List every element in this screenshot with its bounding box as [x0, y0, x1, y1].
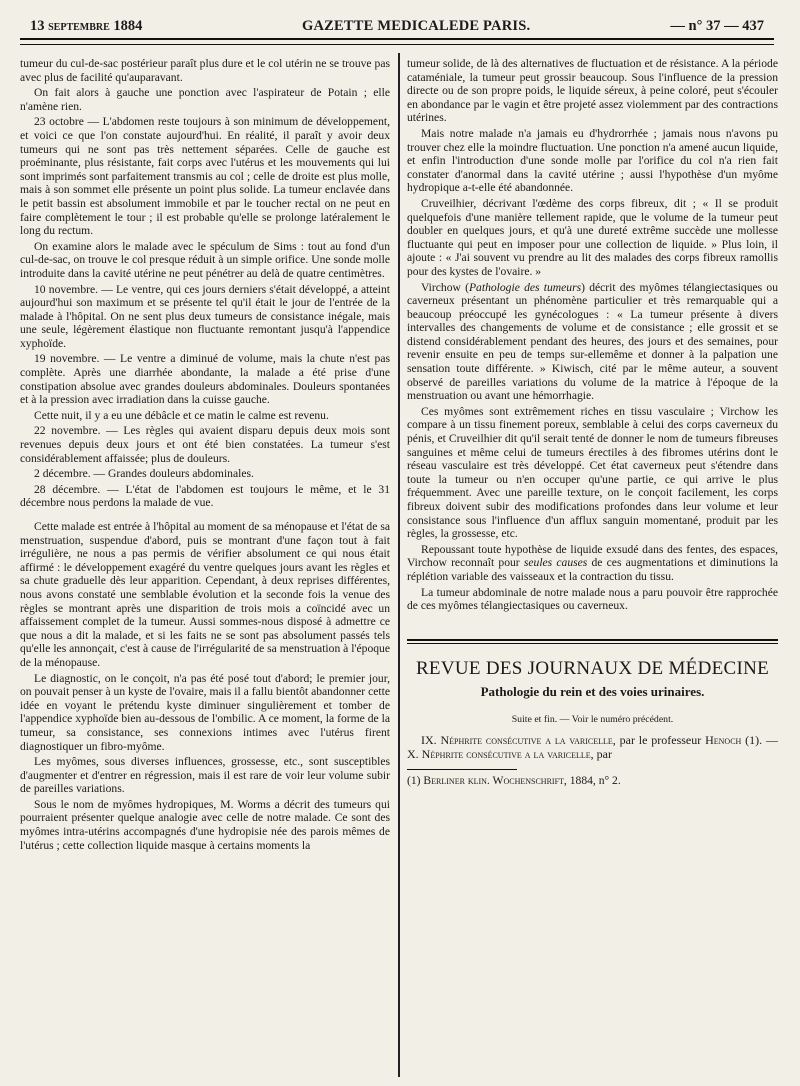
paragraph: On examine alors le malade avec le spéculum de Sims : tout au fond d'un cul-de-sac, on trouve le col presque réduit à un simple orifice. Une sonde molle introduite dans la cavité utérine ne peut pénétrer au delà de quatre centimètres. [20, 239, 390, 280]
paragraph: tumeur solide, de là des alternatives de fluctuation et de résistance. A la période cataméniale, la tumeur peut grossir beaucoup. Sous l'influence de la pression directe ou de son propre poids, le liquide séreux, à peine coloré, peut s'écouler en abondance par le vagin et être projeté assez violemment par des contractions utérines. [407, 57, 778, 125]
paragraph: Cette malade est entrée à l'hôpital au moment de sa ménopause et l'état de sa menstruation, suspendue d'abord, puis se montrant d'une façon tout à fait irrégulière, ne nous a pas permis de vérifier absolument ce qui nous était affirmé : le développement exagéré du ventre quelques jours avant les règles et sa chute graduelle dès leur apparition. Cependant, à deux reprises différentes, nous avons constaté une semblable évolution et la seconde fois la venue des règles se montrant après une disparition de trois mois a coïncidé avec un affaissement complet de la tumeur. Aussi sommes-nous disposé à admettre ce que nous a dit la malade, et si les faits ne se sont pas absolument passés tels qu'elle les annonçait, c'est à cause de l'irrégularité de sa menstruation à l'époque de la ménopause. [20, 520, 390, 669]
text-run: , 1884, n° 2. [563, 773, 621, 787]
paragraph: Le diagnostic, on le conçoit, n'a pas été posé tout d'abord; le premier jour, on pouvait penser à un kyste de l'ovaire, mais il a fallu bientôt abandonner cette idée en voyant le prétendu kyste diminuer singulièrement et tomber de l'appendice xyphoïde bien au-dessous de l'ombilic. A ce moment, la forme de la tumeur, sa consistance, ses connexions intimes avec l'utérus firent diagnostiquer un fibro-myôme. [20, 671, 390, 753]
paragraph [407, 281, 778, 403]
header-rule-thin [20, 44, 774, 45]
paragraph: 23 octobre — L'abdomen reste toujours à son minimum de développement, et voici ce que l'on constate aujourd'hui. En réalité, il paraît y avoir deux tumeurs qui ne sont pas très nettement séparées. Celle de gauche est proéminante, plus résistante, fait corps avec l'utérus et les mouvements qui lui sont imprimés sont parfaitement transmis au col ; celle de droite est plus molle, mais à son sommet elle présente un point plus solide. La tumeur enclavée dans le petit bassin est absolument immobile et par le toucher rectal on ne peut en faire complètement le tour ; il est probable qu'elle se prolonge latéralement le long du rectum. [20, 115, 390, 238]
book-title: Pathologie des tumeurs [468, 280, 582, 294]
text-run: Virchow ( [421, 280, 469, 294]
text-run: , par le professeur [612, 732, 706, 747]
left-column [20, 57, 390, 854]
paragraph: Ces myômes sont extrêmement riches en tissu vasculaire ; Virchow les compare à un tissu finement poreux, semblable à celui des corps caverneux du pénis, et Cruveilhier dit qu'il serait tenté de donner le nom de tumeurs fibreuses sanguines et même celui de tumeurs érectiles à des fibromes utérins dont le réseau vasculaire est très développé. Cet état caverneux peut s'étendre dans toute la tumeur ou n'en occuper qu'une partie, ce qui arrive le plus fréquemment. Avec une pareille texture, on le conçoit facilement, les corps fibreux doivent subir des modifications profondes dans leur volume et leur consistance sous l'influence d'un afflux sanguin momentané, produit par les règles, la grossesse, etc. [407, 404, 778, 541]
right-column [407, 57, 778, 787]
paragraph: Cruveilhier, décrivant l'œdème des corps fibreux, dit ; « Il se produit quelquefois d'une manière tellement rapide, que le volume de la tumeur peut doubler en quelques jours, et qu'à une dureté extrême succède une mollesse fluctuante qui peut en imposer pour une collection de liquide. » Plus loin, il ajoute : « J'ai souvent vu prendre au lit des malades des corps fibreux ramollis pour des kystes de l'ovaire. » [407, 196, 778, 278]
paragraph: tumeur du cul-de-sac postérieur paraît plus dure et le col utérin ne se trouve pas avec plus de facilité qu'auparavant. [20, 57, 390, 84]
text-run: (1) [407, 773, 424, 787]
text-run: , par [590, 746, 612, 761]
header-rule-thick [20, 38, 774, 40]
text-run: (1). — X. [407, 732, 778, 761]
column-divider [398, 53, 400, 1077]
continuation-note: Suite et fin. — Voir le numéro précédent. [511, 713, 674, 725]
article-title: Néphrite consécutive a la varicelle [440, 732, 613, 747]
paragraph [407, 543, 778, 584]
paragraph: 19 novembre. — Le ventre a diminué de volume, mais la chute n'est pas complète. Après une diarrhée abondante, la malade a été prise d'une constipation absolue avec grandes douleurs abdominales. Douleurs spontanées et à la pression avec irradiation dans la cuisse gauche. [20, 352, 390, 407]
footnote-rule [407, 769, 517, 770]
issue-page-number: — n° 37 — 437 [670, 18, 764, 34]
section-rule-thick [407, 639, 778, 641]
paragraph: Sous le nom de myômes hydropiques, M. Worms a décrit des tumeurs qui pourraient présenter quelque analogie avec celle de notre malade. Ce sont des myômes intra-utérins accompagnés d'une hydropisie née des parois mêmes de l'utérus ; cette collection liquide masque à certains moments la [20, 797, 390, 852]
page-header [30, 16, 764, 40]
spacer [20, 512, 390, 520]
paragraph: Les myômes, sous diverses influences, grossesse, etc., sont susceptibles d'augmenter et d'entrer en régression, mais il est rare de voir leur volume subir de pareilles variations. [20, 755, 390, 796]
paragraph: 10 novembre. — Le ventre, qui ces jours derniers s'était développé, a atteint aujourd'hui son maximum et se présente tel qu'il était le jour de l'entrée de la malade à l'hôpital. On ne sent plus deux tumeurs de consistance inégale, mais une seule, légèrement élastique non fluctuante remontant jusqu'à l'appendice xyphoïde. [20, 282, 390, 350]
article-title: Néphrite consécutive a la varicelle [421, 746, 591, 761]
author-name: Henoch [705, 732, 742, 747]
footnote [407, 774, 778, 788]
paragraph [407, 733, 778, 761]
paragraph: On fait alors à gauche une ponction avec l'aspirateur de Potain ; elle n'amène rien. [20, 86, 390, 113]
section-title: REVUE DES JOURNAUX DE MÉDECINE [415, 657, 770, 679]
journal-title: GAZETTE MEDICALEDE PARIS. [302, 18, 531, 34]
text-run: Repoussant toute hypothèse de liquide exsudé dans des fentes, des espaces, Virchow reconnaît pour [407, 542, 778, 570]
text-run: ) décrit des myômes télangiectasiques ou caverneux présentant un phénomène particulier et très remarquable qui a beaucoup préoccupé les gynécologues : « La tumeur présente à divers intervalles des changements de volume et de consistance ; elle grossit et se distend considérablement pendant des heures, des jours et des semaines, pour revenir ensuite en peu de temps sur-ellemême et donner à la palpation une sensation toute différente. » Kiwisch, cité par le même auteur, a souvent observé de pareilles variations du volume de la matrice à l'époque de la menstruation ou avant une hémorrhagie. [407, 280, 779, 403]
section-subtitle: Pathologie du rein et des voies urinaires. [480, 684, 705, 700]
header-date: 13 septembre 1884 [30, 18, 143, 34]
paragraph: 28 décembre. — L'état de l'abdomen est toujours le même, et le 31 décembre nous perdons la malade de vue. [20, 482, 390, 510]
paragraph: Mais notre malade n'a jamais eu d'hydrorrhée ; jamais nous n'avons pu trouver chez elle la moindre fluctuation. Une ponction n'a amené aucun liquide, et enfin l'introduction d'une sonde molle par l'orifice du col n'a rien fait constater d'anormal dans la cavité utérine ; aussi l'hypothèse d'un myôme hydropique a-t-elle été abandonnée. [407, 126, 778, 195]
emphasis: seules causes [523, 556, 588, 570]
paragraph: Cette nuit, il y a eu une débâcle et ce matin le calme est revenu. [34, 408, 329, 422]
paragraph: 2 décembre. — Grandes douleurs abdominales. [34, 467, 254, 481]
section-rule-thin [407, 643, 778, 644]
paragraph: La tumeur abdominale de notre malade nous a paru pouvoir être rapprochée de ces myômes télangiectasiques ou caverneux. [407, 585, 778, 613]
paragraph: 22 novembre. — Les règles qui avaient disparu depuis deux mois sont revenues depuis deux jours et ont été bien constatées. La tumeur s'est considérablement affaissée; plus de douleurs. [20, 424, 390, 465]
journal-reference: Berliner klin. Wochenschrift [423, 773, 564, 787]
text-run: de ces augmentations et diminutions la réplétion variable des vaisseaux et la contraction du tissu. [407, 556, 778, 583]
text-run: IX. [421, 732, 441, 747]
